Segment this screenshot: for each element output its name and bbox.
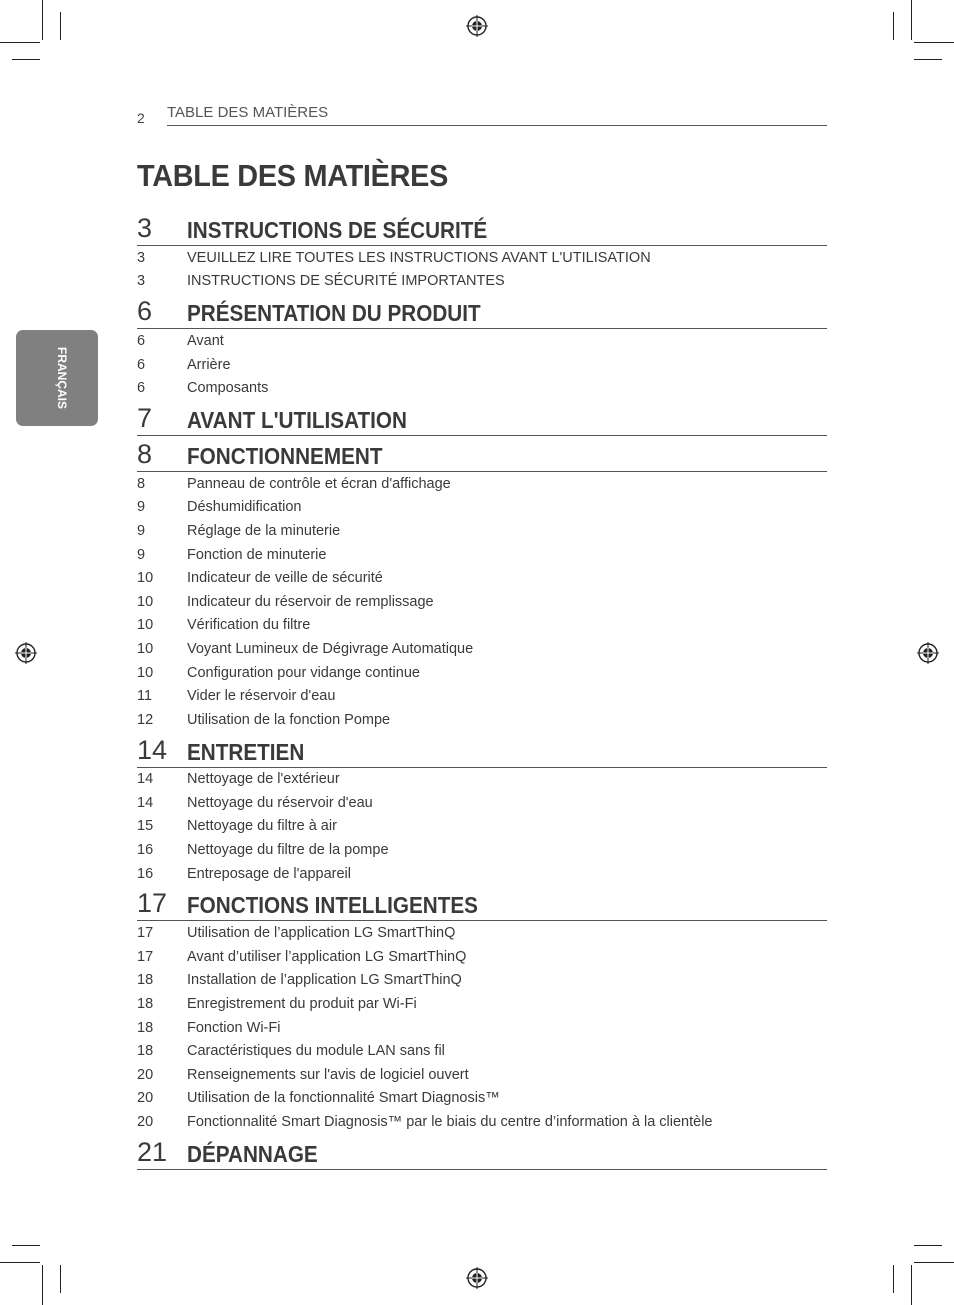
entry-title: Configuration pour vidange continue [187, 664, 420, 681]
toc-entry[interactable] [137, 519, 827, 543]
toc-entry[interactable] [137, 590, 827, 614]
section-page-number: 3 [137, 213, 153, 243]
entry-title: Enregistrement du produit par Wi-Fi [187, 996, 417, 1013]
entry-title: Caractéristiques du module LAN sans fil [187, 1043, 445, 1060]
entry-page-number: 17 [137, 948, 154, 965]
entry-page-number: 17 [137, 925, 154, 942]
entry-title: Composants [187, 380, 269, 397]
crop-mark [911, 1265, 912, 1305]
entry-page-number: 6 [137, 356, 146, 373]
entry-title: Vider le réservoir d'eau [187, 688, 336, 705]
entry-title: Indicateur de veille de sécurité [187, 570, 383, 587]
section-page-number: 14 [137, 734, 168, 765]
toc-section-heading[interactable] [137, 400, 827, 436]
entry-page-number: 14 [137, 771, 154, 788]
entry-title: Utilisation de l’application LG SmartThinQ [187, 925, 456, 942]
toc-section-heading[interactable] [137, 436, 827, 472]
toc-entry[interactable] [137, 246, 827, 270]
toc-section-heading[interactable] [137, 1134, 827, 1170]
registration-mark-icon [466, 15, 488, 37]
section-title: FONCTIONS INTELLIGENTES [187, 892, 478, 919]
crop-mark [914, 1262, 954, 1263]
entry-page-number: 3 [137, 249, 146, 266]
entry-title: Avant [187, 332, 224, 349]
section-title: FONCTIONNEMENT [187, 442, 383, 469]
entry-page-number: 10 [137, 640, 154, 657]
toc-entry[interactable] [137, 353, 827, 377]
entry-title: Entreposage de l'appareil [187, 865, 351, 882]
section-page-number: 8 [137, 438, 153, 469]
toc-entry[interactable] [137, 791, 827, 815]
entry-page-number: 10 [137, 593, 154, 610]
entry-page-number: 10 [137, 617, 154, 634]
entry-title: Indicateur du réservoir de remplissage [187, 593, 434, 610]
section-page-number: 21 [137, 1136, 168, 1167]
entry-title: Fonction Wi-Fi [187, 1019, 281, 1036]
toc-entry[interactable] [137, 614, 827, 638]
entry-title: Vérification du filtre [187, 617, 311, 634]
section-title: AVANT L'UTILISATION [187, 406, 407, 433]
crop-mark [42, 1265, 43, 1305]
toc-section-heading[interactable] [137, 210, 827, 246]
crop-mark [0, 1262, 40, 1263]
crop-mark [12, 59, 40, 60]
page-number: 2 [137, 110, 145, 126]
entry-title: Fonctionnalité Smart Diagnosis™ par le biais du centre d’information à la clientèle [187, 1114, 713, 1131]
toc-entry[interactable] [137, 376, 827, 400]
crop-mark [60, 12, 61, 40]
toc-entry[interactable] [137, 637, 827, 661]
crop-mark [893, 1265, 894, 1293]
toc-entry[interactable] [137, 768, 827, 792]
entry-title: INSTRUCTIONS DE SÉCURITÉ IMPORTANTES [187, 273, 505, 290]
entry-page-number: 10 [137, 664, 154, 681]
entry-page-number: 18 [137, 1043, 154, 1060]
toc-entry[interactable] [137, 945, 827, 969]
toc-entry[interactable] [137, 1063, 827, 1087]
entry-title: VEUILLEZ LIRE TOUTES LES INSTRUCTIONS AVANT L'UTILISATION [187, 249, 651, 266]
crop-mark [911, 0, 912, 40]
entry-page-number: 18 [137, 972, 154, 989]
toc-section-heading[interactable] [137, 885, 827, 921]
toc-entry[interactable] [137, 661, 827, 685]
entry-title: Nettoyage du filtre de la pompe [187, 842, 389, 859]
entry-title: Utilisation de la fonctionnalité Smart Diagnosis™ [187, 1090, 500, 1107]
toc-entry[interactable] [137, 815, 827, 839]
entry-title: Réglage de la minuterie [187, 522, 341, 539]
toc-entry[interactable] [137, 496, 827, 520]
crop-mark [914, 42, 954, 43]
section-title: ENTRETIEN [187, 738, 305, 765]
entry-title: Voyant Lumineux de Dégivrage Automatique [187, 640, 474, 657]
toc-section-heading[interactable] [137, 732, 827, 768]
entry-page-number: 16 [137, 865, 154, 882]
entry-page-number: 16 [137, 842, 154, 859]
entry-title: Renseignements sur l'avis de logiciel ouvert [187, 1066, 469, 1083]
toc-entry[interactable] [137, 543, 827, 567]
entry-title: Installation de l’application LG SmartThinQ [187, 972, 462, 989]
entry-title: Utilisation de la fonction Pompe [187, 711, 391, 728]
entry-title: Panneau de contrôle et écran d'affichage [187, 475, 451, 492]
crop-mark [893, 12, 894, 40]
crop-mark [914, 1245, 942, 1246]
toc-entry[interactable] [137, 1110, 827, 1134]
language-tab-label: FRANÇAIS [55, 347, 69, 409]
table-of-contents [137, 210, 827, 1170]
toc-entry[interactable] [137, 921, 827, 945]
toc-entry[interactable] [137, 270, 827, 294]
section-title: INSTRUCTIONS DE SÉCURITÉ [187, 217, 488, 243]
entry-page-number: 11 [137, 688, 153, 705]
crop-mark [914, 59, 942, 60]
toc-entry[interactable] [137, 838, 827, 862]
entry-page-number: 14 [137, 794, 154, 811]
toc-entry[interactable] [137, 708, 827, 732]
crop-mark [60, 1265, 61, 1293]
entry-page-number: 8 [137, 475, 146, 492]
toc-entry[interactable] [137, 1039, 827, 1063]
registration-mark-icon [917, 642, 939, 664]
section-page-number: 17 [137, 888, 168, 919]
crop-mark [12, 1245, 40, 1246]
entry-page-number: 20 [137, 1066, 154, 1083]
entry-page-number: 9 [137, 522, 146, 539]
entry-page-number: 18 [137, 1019, 154, 1036]
entry-title: Nettoyage du filtre à air [187, 818, 337, 835]
entry-page-number: 18 [137, 996, 154, 1013]
entry-title: Arrière [187, 356, 231, 373]
entry-page-number: 10 [137, 570, 154, 587]
toc-entry[interactable] [137, 1016, 827, 1040]
toc-entry[interactable] [137, 969, 827, 993]
toc-entry[interactable] [137, 684, 827, 708]
entry-page-number: 6 [137, 380, 146, 397]
entry-page-number: 3 [137, 273, 146, 290]
toc-entry[interactable] [137, 862, 827, 886]
running-header-title: TABLE DES MATIÈRES [167, 104, 329, 121]
entry-title: Déshumidification [187, 499, 302, 516]
section-page-number: 7 [137, 402, 153, 433]
entry-page-number: 9 [137, 499, 146, 516]
entry-page-number: 6 [137, 332, 146, 349]
entry-page-number: 15 [137, 818, 154, 835]
registration-mark-icon [466, 1267, 488, 1289]
entry-title: Fonction de minuterie [187, 546, 327, 563]
registration-mark-icon [15, 642, 37, 664]
toc-entry[interactable] [137, 1087, 827, 1111]
entry-page-number: 12 [137, 711, 154, 728]
toc-entry[interactable] [137, 329, 827, 353]
page-title: TABLE DES MATIÈRES [137, 158, 449, 193]
toc-entry[interactable] [137, 566, 827, 590]
toc-section-heading[interactable] [137, 293, 827, 329]
section-page-number: 6 [137, 296, 153, 327]
section-title: PRÉSENTATION DU PRODUIT [187, 300, 481, 327]
toc-entry[interactable] [137, 472, 827, 496]
entry-title: Nettoyage du réservoir d'eau [187, 794, 373, 811]
entry-page-number: 20 [137, 1090, 154, 1107]
crop-mark [42, 0, 43, 40]
section-title: DÉPANNAGE [187, 1140, 318, 1167]
entry-title: Avant d’utiliser l’application LG SmartThinQ [187, 948, 467, 965]
entry-title: Nettoyage de l'extérieur [187, 771, 340, 788]
toc-entry[interactable] [137, 992, 827, 1016]
crop-mark [0, 42, 40, 43]
entry-page-number: 20 [137, 1114, 154, 1131]
header-divider [167, 125, 827, 126]
entry-page-number: 9 [137, 546, 146, 563]
